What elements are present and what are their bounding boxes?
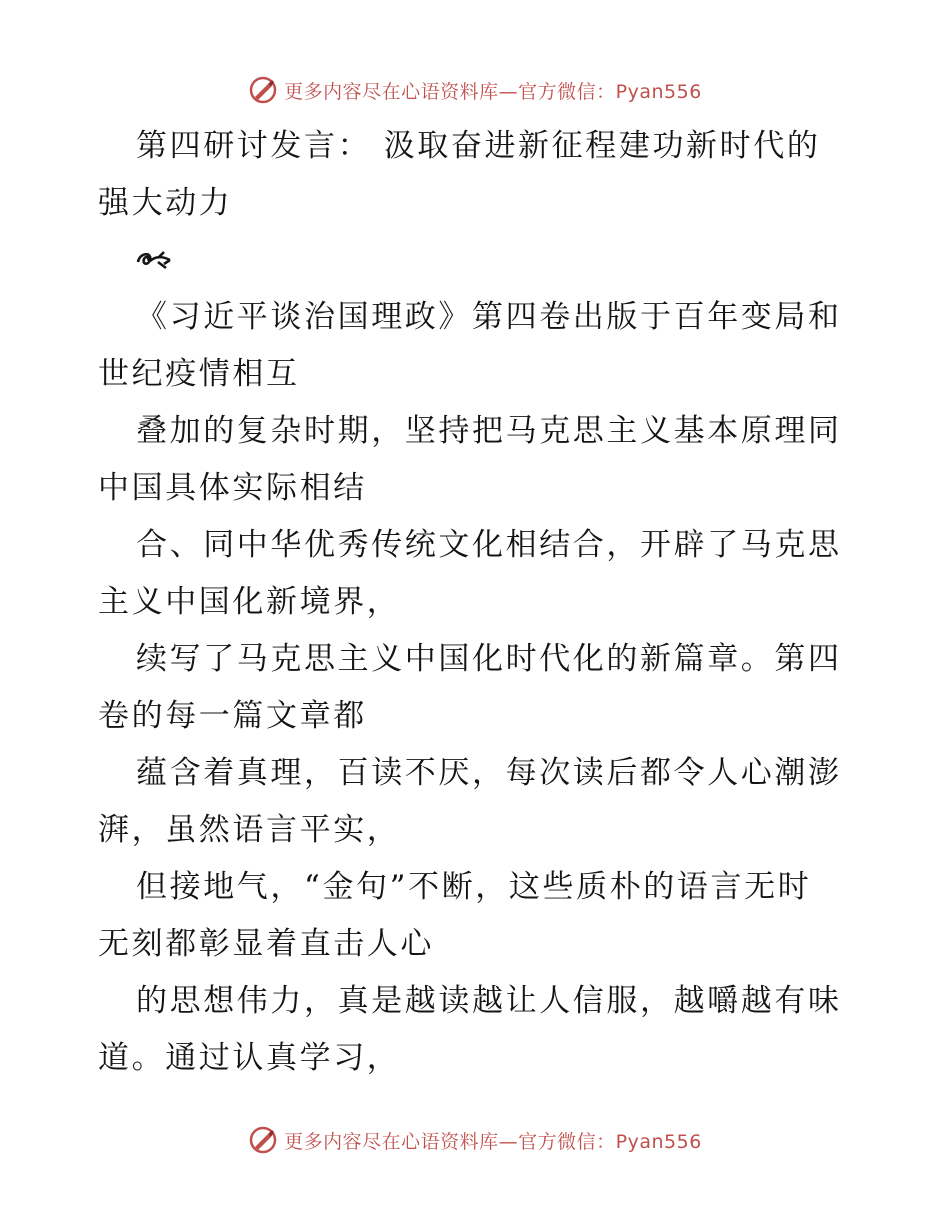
title-line-2: 强大动力 [98,185,233,221]
body-line-7: 续写了马克思主义中国化时代化的新篇章。第四 [136,641,842,677]
ornament-row [98,232,858,289]
body-line-5: 合、同中华优秀传统文化相结合，开辟了马克思 [136,527,842,563]
body-line-6: 主义中国化新境界， [98,584,401,620]
body-line-3: 叠加的复杂时期，坚持把马克思主义基本原理同 [136,413,842,449]
body-line-13: 的思想伟力，真是越读越让人信服，越嚼越有味 [136,983,842,1019]
body-line-1: 《习近平谈治国理政》第四卷出版于百年变局和 [136,299,842,335]
pen-logo-icon [248,1125,278,1155]
body-line-2: 世纪疫情相互 [98,356,300,392]
document-body [98,118,858,1087]
footer-banner-text: 更多内容尽在心语资料库—官方微信：Pyan556 [284,1130,702,1153]
body-line-14: 道。通过认真学习， [98,1040,401,1076]
body-line-12: 无刻都彰显着直击人心 [98,926,434,962]
body-line-10: 湃，虽然语言平实， [98,812,401,848]
body-line-8: 卷的每一篇文章都 [98,698,367,734]
header-banner [0,70,950,110]
body-line-4: 中国具体实际相结 [98,470,367,506]
body-line-11: 但接地气，“金句”不断，这些质朴的语言无时 [136,869,812,905]
footer-banner [0,1120,950,1160]
body-line-9: 蕴含着真理，百读不厌，每次读后都令人心潮澎 [136,755,842,791]
pen-logo-icon [248,75,278,105]
header-banner-text: 更多内容尽在心语资料库—官方微信：Pyan556 [284,80,702,103]
title-line-1: 第四研讨发言： 汲取奋进新征程建功新时代的 [136,128,821,164]
flourish-ornament-icon [136,250,172,272]
